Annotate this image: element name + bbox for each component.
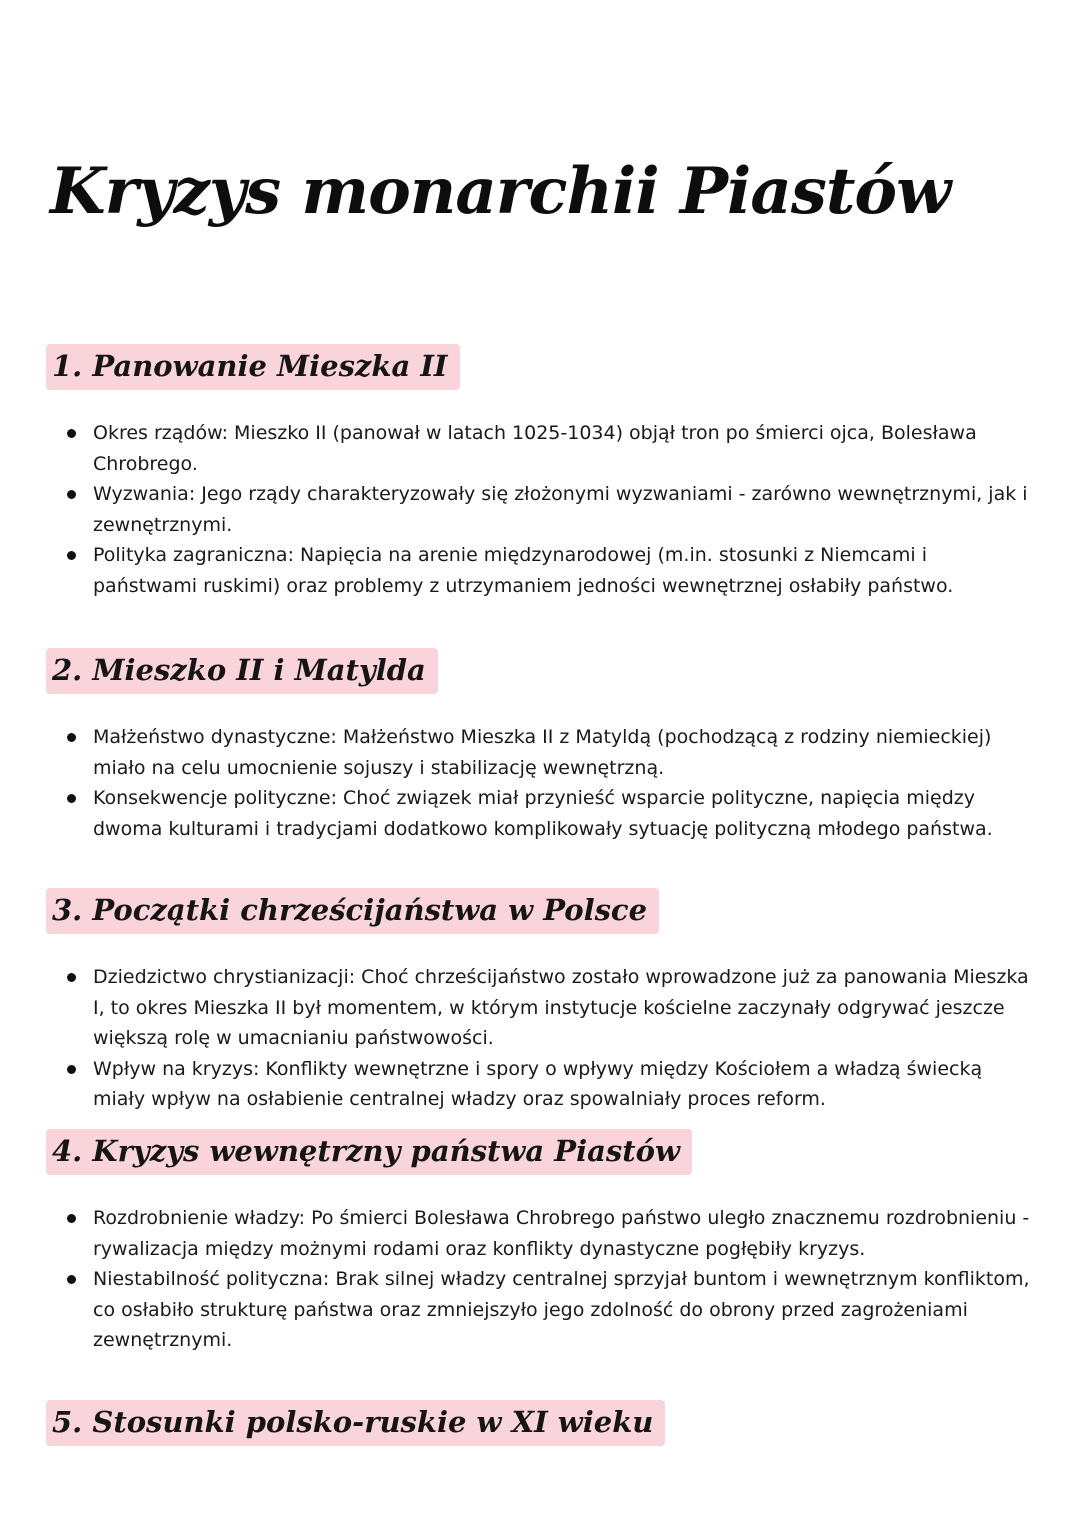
bullet-label: Niestabilność polityczna:: [93, 1268, 330, 1290]
list-item: [46, 1203, 1036, 1264]
page-title: Kryzys monarchii Piastów: [50, 154, 951, 229]
list-item: [46, 418, 1036, 479]
bullet-text: Choć chrześcijaństwo zostało wprowadzone już za panowania Mieszka I, to okres Mieszka II był momentem, w którym instytucje kościelne zaczynały odgrywać jeszcze większą rolę w umacnianiu państwowości.: [93, 966, 1029, 1049]
bullet-text: Małżeństwo Mieszka II z Matyldą (pochodzącą z rodziny niemieckiej) miało na celu umocnienie sojuszy i stabilizację wewnętrzną.: [93, 726, 992, 779]
bullet-text: Jego rządy charakteryzowały się złożonymi wyzwaniami - zarówno wewnętrznymi, jak i zewnętrznymi.: [93, 483, 1028, 536]
list-item: [46, 722, 1036, 783]
bullet-icon: [67, 490, 76, 499]
section-poczatki-chrzescijanstwa: [46, 888, 1036, 1115]
section-panowanie-mieszka: [46, 344, 1036, 601]
bullet-label: Konsekwencje polityczne:: [93, 787, 337, 809]
section-stosunki-polsko-ruskie: [46, 1400, 1036, 1446]
section-heading: 2. Mieszko II i Matylda: [46, 648, 438, 694]
section-heading: 5. Stosunki polsko-ruskie w XI wieku: [46, 1400, 665, 1446]
bullet-label: Małżeństwo dynastyczne:: [93, 726, 337, 748]
bullet-icon: [67, 1065, 76, 1074]
list-item: [46, 962, 1036, 1054]
bullet-icon: [67, 973, 76, 982]
bullet-label: Wyzwania:: [93, 483, 196, 505]
bullet-text: Choć związek miał przynieść wsparcie polityczne, napięcia między dwoma kulturami i tradycjami dodatkowo komplikowały sytuację polityczną młodego państwa.: [93, 787, 993, 840]
section-kryzys-wewnetrzny: [46, 1129, 1036, 1356]
bullet-text: Mieszko II (panował w latach 1025-1034) objął tron po śmierci ojca, Bolesława Chrobrego.: [93, 422, 977, 475]
section-mieszko-matylda: [46, 648, 1036, 844]
bullet-label: Polityka zagraniczna:: [93, 544, 294, 566]
bullet-list: [46, 962, 1036, 1115]
bullet-icon: [67, 733, 76, 742]
section-heading: 3. Początki chrześcijaństwa w Polsce: [46, 888, 659, 934]
bullet-icon: [67, 429, 76, 438]
list-item: [46, 540, 1036, 601]
bullet-text: Brak silnej władzy centralnej sprzyjał buntom i wewnętrznym konfliktom, co osłabiło strukturę państwa oraz zmniejszyło jego zdolność do obrony przed zagrożeniami zewnętrznymi.: [93, 1268, 1030, 1351]
bullet-label: Rozdrobnienie władzy:: [93, 1207, 306, 1229]
bullet-icon: [67, 1275, 76, 1284]
bullet-label: Wpływ na kryzys:: [93, 1057, 260, 1080]
bullet-text: Napięcia na arenie międzynarodowej (m.in. stosunki z Niemcami i państwami ruskimi) oraz problemy z utrzymaniem jedności wewnętrznej osłabiły państwo.: [93, 544, 954, 597]
section-heading: 1. Panowanie Mieszka II: [46, 344, 460, 390]
bullet-list: [46, 1203, 1036, 1356]
bullet-label: Dziedzictwo chrystianizacji:: [93, 966, 356, 988]
bullet-text: Po śmierci Bolesława Chrobrego państwo uległo znacznemu rozdrobnieniu - rywalizacja między możnymi rodami oraz konflikty dynastyczne pogłębiły kryzys.: [93, 1207, 1030, 1260]
section-heading: 4. Kryzys wewnętrzny państwa Piastów: [46, 1129, 692, 1175]
bullet-list: [46, 722, 1036, 844]
bullet-icon: [67, 794, 76, 803]
bullet-label: Okres rządów:: [93, 422, 228, 444]
list-item: [46, 479, 1036, 540]
bullet-icon: [67, 551, 76, 560]
bullet-text: Konflikty wewnętrzne i spory o wpływy między Kościołem a władzą świecką miały wpływ na osłabienie centralnej władzy oraz spowalniały proces reform.: [93, 1057, 983, 1110]
bullet-icon: [67, 1214, 76, 1223]
list-item: [46, 1264, 1036, 1356]
list-item: [46, 1054, 1036, 1115]
bullet-list: [46, 418, 1036, 601]
list-item: [46, 783, 1036, 844]
